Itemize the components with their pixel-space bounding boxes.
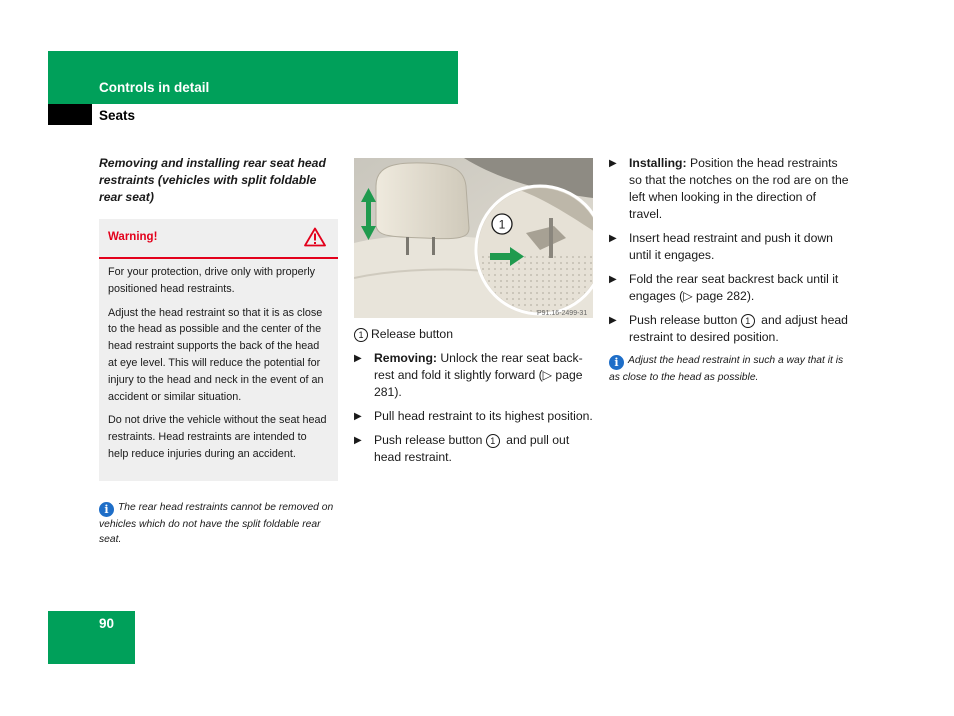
callout-marker: 1 <box>486 434 500 448</box>
step-adjust <box>609 312 849 346</box>
info-note-right <box>609 353 849 385</box>
figure-caption <box>354 326 594 343</box>
section-title: Controls in detail <box>99 80 210 95</box>
step-bullet-icon: ▶ <box>609 315 617 326</box>
step-text: ). <box>394 385 402 399</box>
step-bullet-icon: ▶ <box>609 274 617 285</box>
column-3 <box>609 155 849 385</box>
page-reference-link[interactable]: ▷ page 281 <box>374 368 583 399</box>
step-text: and pull out head restraint. <box>374 433 570 464</box>
step-text: Push release button <box>374 433 486 447</box>
step-label: Installing: <box>629 156 687 170</box>
info-icon: i <box>609 355 624 370</box>
step-installing <box>609 155 849 223</box>
subsection-title: Seats <box>99 108 136 123</box>
info-note-left <box>99 500 339 547</box>
caption-text: Release button <box>371 327 453 341</box>
warning-paragraph: Adjust the head restraint so that it is as close to the head as possible and the center of the head restraint supports the back of the head at eye level. This will reduce the potential for injury to the head and neck in the event of an accident or similar situation. <box>108 306 324 403</box>
step-release <box>354 432 594 466</box>
step-text: ). <box>746 289 755 303</box>
header-bar <box>48 51 458 104</box>
callout-marker: 1 <box>354 328 368 342</box>
info-icon: i <box>99 502 114 517</box>
page-number-box <box>48 611 135 664</box>
step-bullet-icon: ▶ <box>354 435 362 446</box>
figure-code: P91.16-2499-31 <box>537 310 588 317</box>
step-text: and adjust head restraint to desired position. <box>629 313 848 344</box>
step-pull <box>354 408 594 425</box>
warning-label: Warning! <box>108 231 158 243</box>
info-note-text: Adjust the head restraint in such a way that it is as close to the head as possible. <box>609 355 844 383</box>
step-text: Push release button <box>629 313 741 327</box>
step-text: Unlock the rear seat back-rest and fold it slightly forward ( <box>374 351 583 382</box>
warning-body <box>99 259 338 463</box>
warning-header <box>99 219 338 259</box>
step-fold <box>609 271 849 305</box>
warning-paragraph: Do not drive the vehicle without the seat head restraints. Head restraints are intended to help reduce injuries during an accident. <box>108 414 327 460</box>
step-bullet-icon: ▶ <box>609 158 617 169</box>
step-insert <box>609 230 849 264</box>
head-restraint-photo <box>354 158 593 318</box>
page-number: 90 <box>99 616 115 631</box>
step-text: Insert head restraint and push it down until it engages. <box>629 231 833 262</box>
callout-number: 1 <box>498 217 506 232</box>
warning-box <box>99 219 338 481</box>
procedure-heading: Removing and installing rear seat head restraints (vehicles with split foldable rear seat) <box>99 156 326 204</box>
step-label: Removing: <box>374 351 437 365</box>
head-restraint-illustration <box>354 158 593 318</box>
step-bullet-icon: ▶ <box>354 353 362 364</box>
step-text: Pull head restraint to its highest position. <box>374 409 593 423</box>
step-bullet-icon: ▶ <box>354 411 362 422</box>
step-bullet-icon: ▶ <box>609 233 617 244</box>
step-text: Fold the rear seat backrest back until it engages ( <box>629 272 839 303</box>
warning-paragraph: For your protection, drive only with properly positioned head restraints. <box>108 266 316 295</box>
section-tab-marker <box>48 104 92 125</box>
info-note-text: The rear head restraints cannot be removed on vehicles which do not have the split foldable rear seat. <box>99 502 334 546</box>
warning-triangle-icon <box>304 227 326 247</box>
step-removing <box>354 350 594 401</box>
page-reference-link[interactable]: ▷ page 282 <box>683 289 747 303</box>
step-text: Position the head restraints so that the notches on the rod are on the left when looking in the direction of travel. <box>629 156 849 221</box>
callout-marker: 1 <box>741 314 755 328</box>
column-2 <box>354 326 594 473</box>
